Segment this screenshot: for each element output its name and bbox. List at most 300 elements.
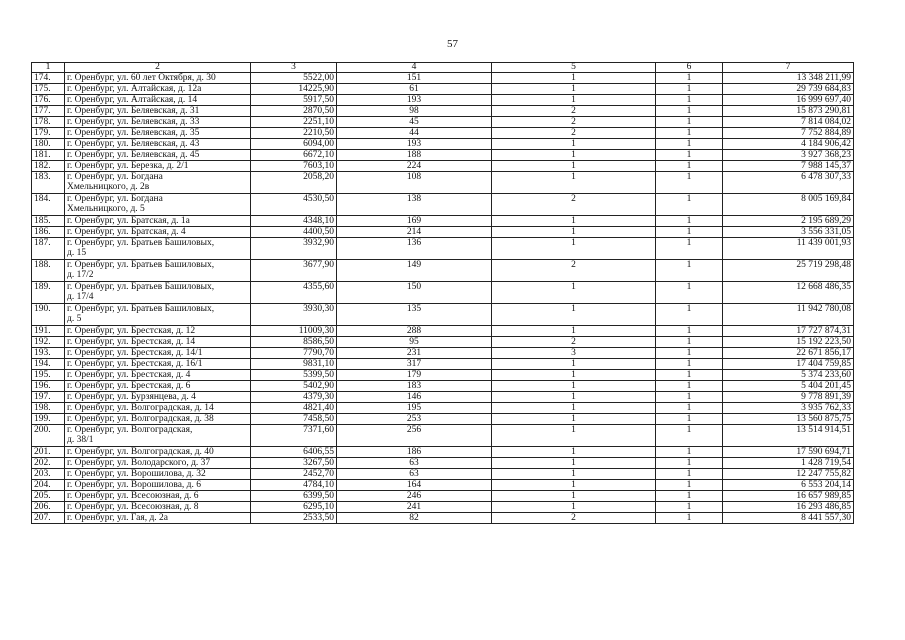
address-line: г. Оренбург, ул. Братьев Башиловых, <box>67 260 215 270</box>
area-cell: 6295,10 <box>251 502 337 513</box>
area-cell: 2533,50 <box>251 513 337 524</box>
address-line: г. Оренбург, ул. Ворошилова, д. 32 <box>67 469 206 479</box>
address-line: Хмельницкого, д. 2в <box>67 182 150 192</box>
table-row <box>32 73 854 84</box>
table-row <box>32 502 854 513</box>
cost-cell: 15 192 223,50 <box>723 337 854 348</box>
cost-cell: 7 814 084,02 <box>723 117 854 128</box>
column-4-cell: 186 <box>337 447 492 458</box>
column-6-cell: 1 <box>656 458 723 469</box>
row-number-cell: 196. <box>32 381 65 392</box>
area-cell: 9831,10 <box>251 359 337 370</box>
area-cell: 3932,90 <box>251 238 337 260</box>
address-line: г. Оренбург, ул. Алтайская, д. 12а <box>67 84 202 94</box>
address-line: г. Оренбург, ул. 60 лет Октября, д. 30 <box>67 73 216 83</box>
area-cell: 7458,50 <box>251 414 337 425</box>
address-cell <box>65 194 251 216</box>
row-number-cell: 178. <box>32 117 65 128</box>
address-line: д. 17/4 <box>67 292 94 302</box>
address-line: г. Оренбург, ул. Братьев Башиловых, <box>67 304 215 314</box>
row-number-cell: 200. <box>32 425 65 447</box>
column-4-cell: 183 <box>337 381 492 392</box>
column-6-cell: 1 <box>656 216 723 227</box>
address-cell <box>65 227 251 238</box>
column-5-cell: 1 <box>492 95 656 106</box>
address-cell <box>65 370 251 381</box>
row-number-cell: 188. <box>32 260 65 282</box>
address-line: г. Оренбург, ул. Брестская, д. 12 <box>67 326 196 336</box>
area-cell: 2210,50 <box>251 128 337 139</box>
column-6-cell: 1 <box>656 117 723 128</box>
column-6-cell: 1 <box>656 128 723 139</box>
column-5-cell: 2 <box>492 513 656 524</box>
area-cell: 3930,30 <box>251 304 337 326</box>
table-row <box>32 348 854 359</box>
address-cell <box>65 260 251 282</box>
table-row <box>32 282 854 304</box>
column-5-cell: 1 <box>492 326 656 337</box>
address-cell <box>65 172 251 194</box>
area-cell: 7371,60 <box>251 425 337 447</box>
table-row <box>32 359 854 370</box>
column-4-cell: 214 <box>337 227 492 238</box>
area-cell: 7790,70 <box>251 348 337 359</box>
column-4-cell: 135 <box>337 304 492 326</box>
cost-cell: 3 556 331,05 <box>723 227 854 238</box>
row-number-cell: 181. <box>32 150 65 161</box>
column-5-cell: 2 <box>492 194 656 216</box>
column-5-cell: 2 <box>492 260 656 282</box>
cost-cell: 7 988 145,37 <box>723 161 854 172</box>
table-row <box>32 337 854 348</box>
area-cell: 2870,50 <box>251 106 337 117</box>
cost-cell: 3 927 368,23 <box>723 150 854 161</box>
column-5-cell: 1 <box>492 73 656 84</box>
area-cell: 2452,70 <box>251 469 337 480</box>
table-row <box>32 513 854 524</box>
column-4-cell: 151 <box>337 73 492 84</box>
column-5-cell: 1 <box>492 447 656 458</box>
row-number-cell: 179. <box>32 128 65 139</box>
address-cell <box>65 128 251 139</box>
row-number-cell: 176. <box>32 95 65 106</box>
cost-cell: 7 752 884,89 <box>723 128 854 139</box>
area-cell: 2058,20 <box>251 172 337 194</box>
column-6-cell: 1 <box>656 260 723 282</box>
cost-cell: 2 195 689,29 <box>723 216 854 227</box>
column-5-cell: 1 <box>492 84 656 95</box>
column-4-cell: 179 <box>337 370 492 381</box>
area-cell: 8586,50 <box>251 337 337 348</box>
column-6-cell: 1 <box>656 106 723 117</box>
area-cell: 5917,50 <box>251 95 337 106</box>
column-6-cell: 1 <box>656 491 723 502</box>
column-5-cell: 2 <box>492 337 656 348</box>
column-6-cell: 1 <box>656 304 723 326</box>
address-cell <box>65 359 251 370</box>
row-number-cell: 205. <box>32 491 65 502</box>
address-line: г. Оренбург, ул. Ворошилова, д. 6 <box>67 480 201 490</box>
table-row <box>32 106 854 117</box>
row-number-cell: 191. <box>32 326 65 337</box>
cost-cell: 17 727 874,31 <box>723 326 854 337</box>
cost-cell: 11 942 780,08 <box>723 304 854 326</box>
column-header: 7 <box>723 63 854 73</box>
address-line: г. Оренбург, ул. Беляевская, д. 35 <box>67 128 200 138</box>
table-row <box>32 304 854 326</box>
area-cell: 5402,90 <box>251 381 337 392</box>
table-row <box>32 491 854 502</box>
address-cell <box>65 95 251 106</box>
address-line: г. Оренбург, ул. Беляевская, д. 31 <box>67 106 200 116</box>
table-row <box>32 326 854 337</box>
address-line: г. Оренбург, ул. Богдана <box>67 172 163 182</box>
column-4-cell: 149 <box>337 260 492 282</box>
row-number-cell: 189. <box>32 282 65 304</box>
column-4-cell: 241 <box>337 502 492 513</box>
row-number-cell: 197. <box>32 392 65 403</box>
cost-cell: 16 293 486,85 <box>723 502 854 513</box>
column-4-cell: 108 <box>337 172 492 194</box>
address-line: г. Оренбург, ул. Братская, д. 1а <box>67 216 190 226</box>
table-row <box>32 403 854 414</box>
table-row <box>32 260 854 282</box>
cost-cell: 1 428 719,54 <box>723 458 854 469</box>
cost-cell: 8 005 169,84 <box>723 194 854 216</box>
column-6-cell: 1 <box>656 172 723 194</box>
cost-cell: 22 671 856,17 <box>723 348 854 359</box>
column-6-cell: 1 <box>656 359 723 370</box>
column-header: 5 <box>492 63 656 73</box>
cost-cell: 15 873 290,81 <box>723 106 854 117</box>
column-6-cell: 1 <box>656 469 723 480</box>
address-line: г. Оренбург, ул. Брестская, д. 6 <box>67 381 191 391</box>
column-4-cell: 82 <box>337 513 492 524</box>
column-5-cell: 1 <box>492 282 656 304</box>
area-cell: 2251,10 <box>251 117 337 128</box>
area-cell: 3267,50 <box>251 458 337 469</box>
row-number-cell: 193. <box>32 348 65 359</box>
column-5-cell: 1 <box>492 216 656 227</box>
column-header: 4 <box>337 63 492 73</box>
column-4-cell: 231 <box>337 348 492 359</box>
column-5-cell: 1 <box>492 150 656 161</box>
column-4-cell: 256 <box>337 425 492 447</box>
table-row <box>32 414 854 425</box>
table-row <box>32 392 854 403</box>
area-cell: 4784,10 <box>251 480 337 491</box>
column-4-cell: 98 <box>337 106 492 117</box>
column-4-cell: 146 <box>337 392 492 403</box>
column-header: 3 <box>251 63 337 73</box>
table-row <box>32 117 854 128</box>
address-line: г. Оренбург, ул. Алтайская, д. 14 <box>67 95 198 105</box>
column-4-cell: 288 <box>337 326 492 337</box>
table-row <box>32 216 854 227</box>
column-6-cell: 1 <box>656 139 723 150</box>
address-cell <box>65 513 251 524</box>
column-6-cell: 1 <box>656 282 723 304</box>
row-number-cell: 198. <box>32 403 65 414</box>
column-4-cell: 138 <box>337 194 492 216</box>
column-6-cell: 1 <box>656 337 723 348</box>
address-line: г. Оренбург, ул. Бурзянцева, д. 4 <box>67 392 196 402</box>
column-4-cell: 61 <box>337 84 492 95</box>
table-row <box>32 425 854 447</box>
page-number: 57 <box>447 38 458 50</box>
area-cell: 6094,00 <box>251 139 337 150</box>
address-line: г. Оренбург, ул. Волгоградская, <box>67 425 193 435</box>
area-cell: 5522,00 <box>251 73 337 84</box>
column-6-cell: 1 <box>656 348 723 359</box>
address-line: г. Оренбург, ул. Брестская, д. 4 <box>67 370 191 380</box>
address-cell <box>65 161 251 172</box>
address-line: г. Оренбург, ул. Братьев Башиловых, <box>67 282 215 292</box>
cost-cell: 13 514 914,51 <box>723 425 854 447</box>
column-6-cell: 1 <box>656 95 723 106</box>
column-5-cell: 1 <box>492 381 656 392</box>
table-row <box>32 469 854 480</box>
table-row <box>32 238 854 260</box>
table-row <box>32 95 854 106</box>
cost-cell: 4 184 906,42 <box>723 139 854 150</box>
column-6-cell: 1 <box>656 381 723 392</box>
area-cell: 4400,50 <box>251 227 337 238</box>
address-cell <box>65 403 251 414</box>
address-cell <box>65 326 251 337</box>
column-5-cell: 1 <box>492 414 656 425</box>
address-line: г. Оренбург, ул. Беляевская, д. 45 <box>67 150 200 160</box>
row-number-cell: 201. <box>32 447 65 458</box>
column-4-cell: 253 <box>337 414 492 425</box>
row-number-cell: 174. <box>32 73 65 84</box>
address-line: д. 15 <box>67 248 87 258</box>
address-line: г. Оренбург, ул. Беляевская, д. 33 <box>67 117 200 127</box>
address-line: г. Оренбург, ул. Волгоградская, д. 38 <box>67 414 214 424</box>
row-number-cell: 186. <box>32 227 65 238</box>
address-cell <box>65 106 251 117</box>
cost-cell: 16 657 989,85 <box>723 491 854 502</box>
column-4-cell: 193 <box>337 95 492 106</box>
cost-cell: 5 374 233,60 <box>723 370 854 381</box>
row-number-cell: 203. <box>32 469 65 480</box>
address-cell <box>65 139 251 150</box>
column-4-cell: 63 <box>337 469 492 480</box>
row-number-cell: 192. <box>32 337 65 348</box>
column-5-cell: 2 <box>492 106 656 117</box>
column-number-row <box>32 63 854 73</box>
column-6-cell: 1 <box>656 403 723 414</box>
column-5-cell: 1 <box>492 227 656 238</box>
address-cell <box>65 414 251 425</box>
row-number-cell: 184. <box>32 194 65 216</box>
address-cell <box>65 392 251 403</box>
row-number-cell: 195. <box>32 370 65 381</box>
area-cell: 4821,40 <box>251 403 337 414</box>
cost-cell: 3 935 762,33 <box>723 403 854 414</box>
address-cell <box>65 480 251 491</box>
row-number-cell: 199. <box>32 414 65 425</box>
address-line: г. Оренбург, ул. Волгоградская, д. 14 <box>67 403 214 413</box>
column-4-cell: 150 <box>337 282 492 304</box>
address-cell <box>65 381 251 392</box>
row-number-cell: 194. <box>32 359 65 370</box>
address-line: д. 5 <box>67 314 82 324</box>
row-number-cell: 207. <box>32 513 65 524</box>
table-row <box>32 194 854 216</box>
address-line: г. Оренбург, ул. Братская, д. 4 <box>67 227 186 237</box>
cost-cell: 5 404 201,45 <box>723 381 854 392</box>
address-cell <box>65 502 251 513</box>
table-row <box>32 447 854 458</box>
cost-cell: 12 247 755,82 <box>723 469 854 480</box>
column-6-cell: 1 <box>656 150 723 161</box>
column-4-cell: 169 <box>337 216 492 227</box>
address-line: д. 38/1 <box>67 435 94 445</box>
cost-cell: 11 439 001,93 <box>723 238 854 260</box>
address-line: г. Оренбург, ул. Богдана <box>67 194 163 204</box>
row-number-cell: 182. <box>32 161 65 172</box>
table-row <box>32 227 854 238</box>
cost-cell: 6 478 307,33 <box>723 172 854 194</box>
column-5-cell: 3 <box>492 348 656 359</box>
column-5-cell: 1 <box>492 370 656 381</box>
area-cell: 11009,30 <box>251 326 337 337</box>
address-cell <box>65 469 251 480</box>
address-cell <box>65 304 251 326</box>
column-5-cell: 1 <box>492 403 656 414</box>
address-line: г. Оренбург, ул. Володарского, д. 37 <box>67 458 211 468</box>
column-6-cell: 1 <box>656 161 723 172</box>
column-5-cell: 1 <box>492 304 656 326</box>
address-line: г. Оренбург, ул. Всесоюзная, д. 6 <box>67 491 199 501</box>
address-line: г. Оренбург, ул. Брестская, д. 16/1 <box>67 359 203 369</box>
column-5-cell: 1 <box>492 238 656 260</box>
cost-cell: 29 739 684,83 <box>723 84 854 95</box>
column-6-cell: 1 <box>656 480 723 491</box>
address-cell <box>65 458 251 469</box>
area-cell: 3677,90 <box>251 260 337 282</box>
row-number-cell: 177. <box>32 106 65 117</box>
address-cell <box>65 447 251 458</box>
housing-register-table <box>31 62 854 524</box>
column-6-cell: 1 <box>656 326 723 337</box>
column-5-cell: 1 <box>492 139 656 150</box>
column-6-cell: 1 <box>656 425 723 447</box>
area-cell: 6406,55 <box>251 447 337 458</box>
column-6-cell: 1 <box>656 73 723 84</box>
table-row <box>32 139 854 150</box>
column-5-cell: 1 <box>492 161 656 172</box>
column-5-cell: 1 <box>492 458 656 469</box>
row-number-cell: 190. <box>32 304 65 326</box>
address-cell <box>65 348 251 359</box>
cost-cell: 12 668 486,35 <box>723 282 854 304</box>
area-cell: 4530,50 <box>251 194 337 216</box>
area-cell: 5399,50 <box>251 370 337 381</box>
area-cell: 4348,10 <box>251 216 337 227</box>
address-line: г. Оренбург, ул. Березка, д. 2/1 <box>67 161 189 171</box>
column-5-cell: 1 <box>492 392 656 403</box>
table-row <box>32 161 854 172</box>
cost-cell: 9 778 891,39 <box>723 392 854 403</box>
table-row <box>32 172 854 194</box>
column-5-cell: 1 <box>492 502 656 513</box>
row-number-cell: 183. <box>32 172 65 194</box>
column-6-cell: 1 <box>656 502 723 513</box>
table-row <box>32 150 854 161</box>
table-row <box>32 458 854 469</box>
address-line: г. Оренбург, ул. Брестская, д. 14/1 <box>67 348 203 358</box>
column-5-cell: 1 <box>492 480 656 491</box>
address-cell <box>65 84 251 95</box>
column-5-cell: 1 <box>492 172 656 194</box>
address-cell <box>65 73 251 84</box>
column-4-cell: 45 <box>337 117 492 128</box>
address-cell <box>65 238 251 260</box>
column-4-cell: 317 <box>337 359 492 370</box>
row-number-cell: 202. <box>32 458 65 469</box>
address-cell <box>65 282 251 304</box>
row-number-cell: 180. <box>32 139 65 150</box>
table-row <box>32 381 854 392</box>
column-5-cell: 1 <box>492 469 656 480</box>
column-6-cell: 1 <box>656 447 723 458</box>
column-6-cell: 1 <box>656 392 723 403</box>
cost-cell: 17 404 759,85 <box>723 359 854 370</box>
column-4-cell: 164 <box>337 480 492 491</box>
cost-cell: 6 553 204,14 <box>723 480 854 491</box>
address-cell <box>65 425 251 447</box>
address-cell <box>65 491 251 502</box>
column-5-cell: 2 <box>492 128 656 139</box>
column-header: 6 <box>656 63 723 73</box>
column-6-cell: 1 <box>656 370 723 381</box>
cost-cell: 13 348 211,99 <box>723 73 854 84</box>
column-header: 2 <box>65 63 251 73</box>
column-6-cell: 1 <box>656 84 723 95</box>
address-cell <box>65 337 251 348</box>
row-number-cell: 175. <box>32 84 65 95</box>
column-6-cell: 1 <box>656 227 723 238</box>
column-4-cell: 246 <box>337 491 492 502</box>
row-number-cell: 204. <box>32 480 65 491</box>
area-cell: 6672,10 <box>251 150 337 161</box>
address-cell <box>65 216 251 227</box>
address-cell <box>65 117 251 128</box>
table-row <box>32 480 854 491</box>
column-6-cell: 1 <box>656 238 723 260</box>
area-cell: 7603,10 <box>251 161 337 172</box>
column-4-cell: 95 <box>337 337 492 348</box>
column-5-cell: 1 <box>492 491 656 502</box>
cost-cell: 25 719 298,48 <box>723 260 854 282</box>
address-line: Хмельницкого, д. 5 <box>67 204 145 214</box>
cost-cell: 13 560 875,75 <box>723 414 854 425</box>
row-number-cell: 187. <box>32 238 65 260</box>
address-line: г. Оренбург, ул. Брестская, д. 14 <box>67 337 196 347</box>
address-line: г. Оренбург, ул. Всесоюзная, д. 8 <box>67 502 199 512</box>
column-6-cell: 1 <box>656 194 723 216</box>
address-line: д. 17/2 <box>67 270 94 280</box>
column-4-cell: 44 <box>337 128 492 139</box>
column-5-cell: 1 <box>492 425 656 447</box>
table-row <box>32 84 854 95</box>
column-header: 1 <box>32 63 65 73</box>
row-number-cell: 185. <box>32 216 65 227</box>
area-cell: 14225,90 <box>251 84 337 95</box>
address-line: г. Оренбург, ул. Беляевская, д. 43 <box>67 139 200 149</box>
